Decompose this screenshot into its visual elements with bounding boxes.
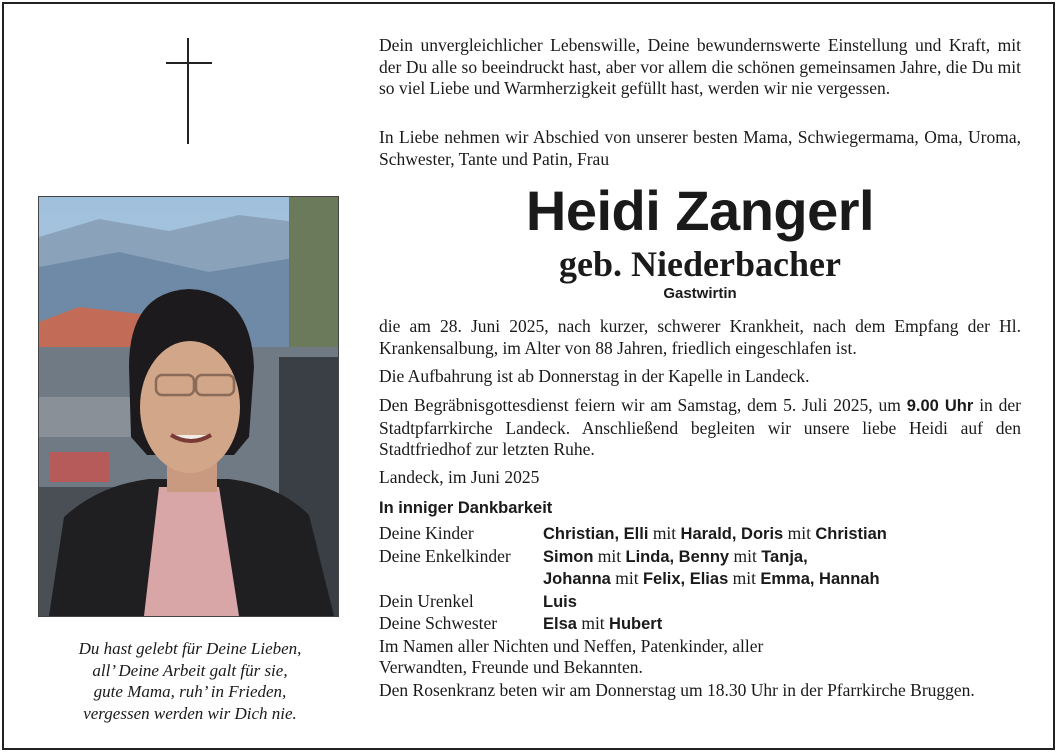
funeral-time: 9.00 Uhr: [906, 397, 974, 415]
gratitude-heading: In inniger Dankbarkeit: [379, 499, 553, 517]
family-row-great-grandchild: Dein Urenkel Luis: [379, 590, 577, 611]
deceased-name: Heidi Zangerl: [525, 179, 875, 242]
funeral-notice: Den Begräbnisgottesdienst feiern wir am Samstag, dem 5. Juli 2025, um 9.00 Uhr in der Stadtpfarrkirche Landeck. Anschließend begleiten wir unsere liebe Heidi auf den Stadtfriedhof zur letzten Ruhe.: [379, 395, 1022, 459]
farewell-text: In Liebe nehmen wir Abschied von unserer besten Mama, Schwiegermama, Oma, Uroma, Schwester, Tante und Patin, Frau: [379, 127, 1021, 169]
death-notice: die am 28. Juni 2025, nach kurzer, schwerer Krankheit, nach dem Empfang der Hl. Krankensalbung, im Alter von 88 Jahren, friedlich eingeschlafen ist.: [379, 316, 1021, 358]
cross-icon: [166, 38, 212, 144]
poem-line: all’ Deine Arbeit galt für sie,: [92, 660, 288, 680]
occupation: Gastwirtin: [663, 285, 737, 302]
family-row-grandchildren: Deine Enkelkinder Simon mit Linda, Benny mit Tanja,: [379, 545, 808, 566]
family-row-sister: Deine Schwester Elsa mit Hubert: [379, 613, 663, 633]
family-list: [379, 523, 887, 679]
place-date: Landeck, im Juni 2025: [379, 467, 540, 487]
family-row-children: Deine Kinder Christian, Elli mit Harald, Doris mit Christian: [379, 523, 887, 543]
family-row-grandchildren-cont: Johanna mit Felix, Elias mit Emma, Hannah: [543, 568, 880, 588]
family-others: Im Namen aller Nichten und Neffen, Patenkinder, aller Verwandten, Freunde und Bekannten.: [379, 635, 764, 677]
memorial-poem: [30, 638, 350, 724]
portrait-photo: [38, 196, 339, 617]
maiden-name: geb. Niederbacher: [559, 244, 841, 284]
intro-text: Dein unvergleichlicher Lebenswille, Deine bewundernswerte Einstellung und Kraft, mit der Du alle so beeindruckt hast, aber vor allem die schönen gemeinsamen Jahre, die Du mit so viel Liebe und Warmherzigkeit gefüllt hast, werden wir nie vergessen.: [379, 35, 1021, 98]
poem-line: Du hast gelebt für Deine Lieben,: [78, 639, 302, 658]
poem-line: vergessen werden wir Dich nie.: [83, 703, 297, 723]
viewing-notice: Die Aufbahrung ist ab Donnerstag in der Kapelle in Landeck.: [379, 366, 810, 386]
poem-line: gute Mama, ruh’ in Frieden,: [93, 682, 287, 701]
rosary-notice: Den Rosenkranz beten wir am Donnerstag um 18.30 Uhr in der Pfarrkirche Bruggen.: [379, 680, 975, 700]
